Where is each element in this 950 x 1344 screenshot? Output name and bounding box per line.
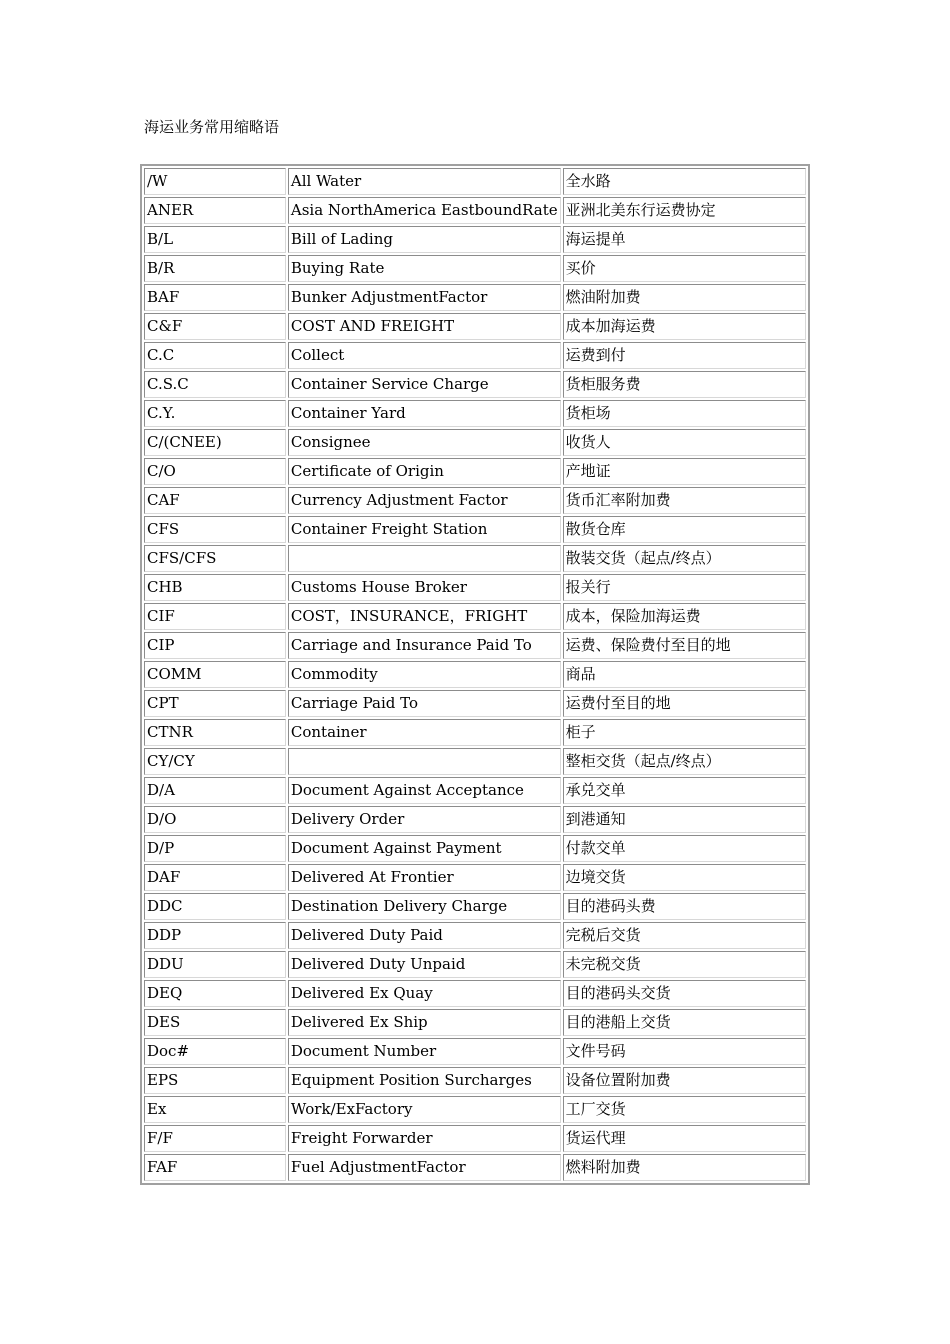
table-row	[144, 1154, 806, 1181]
table-row	[144, 429, 806, 456]
table-row	[144, 690, 806, 717]
chinese-term-cell: 完税后交货	[563, 922, 806, 949]
abbreviation-cell: DEQ	[144, 980, 286, 1007]
abbreviation-table	[140, 164, 810, 1185]
chinese-term-cell: 货柜场	[563, 400, 806, 427]
abbreviation-cell: B/L	[144, 226, 286, 253]
page-title: 海运业务常用缩略语	[144, 118, 280, 136]
table-row	[144, 516, 806, 543]
table-row	[144, 487, 806, 514]
chinese-term-cell: 运费到付	[563, 342, 806, 369]
chinese-term-cell: 运费、保险费付至目的地	[563, 632, 806, 659]
chinese-term-cell: 柜子	[563, 719, 806, 746]
english-term-cell: Carriage Paid To	[288, 690, 561, 717]
english-term-cell	[288, 748, 561, 775]
abbreviation-cell: CAF	[144, 487, 286, 514]
abbreviation-cell: Ex	[144, 1096, 286, 1123]
english-term-cell: Container Service Charge	[288, 371, 561, 398]
table-row	[144, 458, 806, 485]
english-term-cell: Freight Forwarder	[288, 1125, 561, 1152]
chinese-term-cell: 未完税交货	[563, 951, 806, 978]
abbreviation-cell: F/F	[144, 1125, 286, 1152]
abbreviation-cell: CHB	[144, 574, 286, 601]
chinese-term-cell: 货币汇率附加费	[563, 487, 806, 514]
english-term-cell: Certificate of Origin	[288, 458, 561, 485]
chinese-term-cell: 亚洲北美东行运费协定	[563, 197, 806, 224]
chinese-term-cell: 燃油附加费	[563, 284, 806, 311]
table-row	[144, 1067, 806, 1094]
english-term-cell: Delivered Duty Unpaid	[288, 951, 561, 978]
abbreviation-cell: B/R	[144, 255, 286, 282]
english-term-cell: Container Freight Station	[288, 516, 561, 543]
abbreviation-cell: CFS/CFS	[144, 545, 286, 572]
abbreviation-cell: CIP	[144, 632, 286, 659]
chinese-term-cell: 运费付至目的地	[563, 690, 806, 717]
table-row	[144, 922, 806, 949]
table-row	[144, 980, 806, 1007]
chinese-term-cell: 到港通知	[563, 806, 806, 833]
table-row	[144, 661, 806, 688]
english-term-cell: All Water	[288, 168, 561, 195]
abbreviation-cell: CIF	[144, 603, 286, 630]
english-term-cell: Currency Adjustment Factor	[288, 487, 561, 514]
abbreviation-cell: DES	[144, 1009, 286, 1036]
english-term-cell: Commodity	[288, 661, 561, 688]
chinese-term-cell: 收货人	[563, 429, 806, 456]
table-row	[144, 371, 806, 398]
chinese-term-cell: 货柜服务费	[563, 371, 806, 398]
table-row	[144, 197, 806, 224]
chinese-term-cell: 报关行	[563, 574, 806, 601]
table-row	[144, 806, 806, 833]
table-row	[144, 951, 806, 978]
abbreviation-cell: C/(CNEE)	[144, 429, 286, 456]
abbreviation-cell: CTNR	[144, 719, 286, 746]
english-term-cell	[288, 545, 561, 572]
table-row	[144, 719, 806, 746]
abbreviation-cell: CY/CY	[144, 748, 286, 775]
abbreviation-cell: C.Y.	[144, 400, 286, 427]
english-term-cell: Destination Delivery Charge	[288, 893, 561, 920]
table-row	[144, 1125, 806, 1152]
chinese-term-cell: 边境交货	[563, 864, 806, 891]
english-term-cell: Fuel AdjustmentFactor	[288, 1154, 561, 1181]
table-row	[144, 313, 806, 340]
table-row	[144, 777, 806, 804]
english-term-cell: Consignee	[288, 429, 561, 456]
table-row	[144, 1096, 806, 1123]
table-row	[144, 342, 806, 369]
abbreviation-cell: COMM	[144, 661, 286, 688]
chinese-term-cell: 成本，保险加海运费	[563, 603, 806, 630]
abbreviation-cell: ANER	[144, 197, 286, 224]
table-row	[144, 168, 806, 195]
table-row	[144, 864, 806, 891]
chinese-term-cell: 目的港船上交货	[563, 1009, 806, 1036]
english-term-cell: COST AND FREIGHT	[288, 313, 561, 340]
table-row	[144, 603, 806, 630]
english-term-cell: Customs House Broker	[288, 574, 561, 601]
english-term-cell: Document Number	[288, 1038, 561, 1065]
abbreviation-cell: BAF	[144, 284, 286, 311]
english-term-cell: Bunker AdjustmentFactor	[288, 284, 561, 311]
abbreviation-cell: DDP	[144, 922, 286, 949]
table-row	[144, 632, 806, 659]
chinese-term-cell: 商品	[563, 661, 806, 688]
chinese-term-cell: 目的港码头交货	[563, 980, 806, 1007]
chinese-term-cell: 设备位置附加费	[563, 1067, 806, 1094]
english-term-cell: Document Against Payment	[288, 835, 561, 862]
table-row	[144, 255, 806, 282]
abbreviation-cell: C&F	[144, 313, 286, 340]
english-term-cell: Container	[288, 719, 561, 746]
abbreviation-cell: CPT	[144, 690, 286, 717]
english-term-cell: Carriage and Insurance Paid To	[288, 632, 561, 659]
chinese-term-cell: 承兑交单	[563, 777, 806, 804]
english-term-cell: Delivered Ex Ship	[288, 1009, 561, 1036]
abbreviation-table-body	[144, 168, 806, 1181]
abbreviation-cell: D/P	[144, 835, 286, 862]
chinese-term-cell: 工厂交货	[563, 1096, 806, 1123]
abbreviation-cell: DDU	[144, 951, 286, 978]
abbreviation-cell: CFS	[144, 516, 286, 543]
table-row	[144, 748, 806, 775]
abbreviation-cell: C/O	[144, 458, 286, 485]
abbreviation-cell: EPS	[144, 1067, 286, 1094]
abbreviation-cell: D/O	[144, 806, 286, 833]
table-row	[144, 1009, 806, 1036]
english-term-cell: Bill of Lading	[288, 226, 561, 253]
english-term-cell: Work/ExFactory	[288, 1096, 561, 1123]
english-term-cell: Asia NorthAmerica EastboundRate	[288, 197, 561, 224]
table-row	[144, 284, 806, 311]
chinese-term-cell: 散货仓库	[563, 516, 806, 543]
table-row	[144, 1038, 806, 1065]
abbreviation-cell: C.C	[144, 342, 286, 369]
english-term-cell: COST，INSURANCE，FRIGHT	[288, 603, 561, 630]
abbreviation-cell: FAF	[144, 1154, 286, 1181]
chinese-term-cell: 货运代理	[563, 1125, 806, 1152]
chinese-term-cell: 产地证	[563, 458, 806, 485]
chinese-term-cell: 燃料附加费	[563, 1154, 806, 1181]
table-row	[144, 400, 806, 427]
abbreviation-cell: DDC	[144, 893, 286, 920]
chinese-term-cell: 付款交单	[563, 835, 806, 862]
english-term-cell: Collect	[288, 342, 561, 369]
english-term-cell: Equipment Position Surcharges	[288, 1067, 561, 1094]
abbreviation-cell: /W	[144, 168, 286, 195]
table-row	[144, 574, 806, 601]
english-term-cell: Document Against Acceptance	[288, 777, 561, 804]
abbreviation-cell: D/A	[144, 777, 286, 804]
english-term-cell: Delivered Duty Paid	[288, 922, 561, 949]
english-term-cell: Buying Rate	[288, 255, 561, 282]
table-row	[144, 226, 806, 253]
english-term-cell: Delivered Ex Quay	[288, 980, 561, 1007]
table-row	[144, 545, 806, 572]
english-term-cell: Delivery Order	[288, 806, 561, 833]
table-row	[144, 893, 806, 920]
chinese-term-cell: 文件号码	[563, 1038, 806, 1065]
chinese-term-cell: 目的港码头费	[563, 893, 806, 920]
abbreviation-cell: DAF	[144, 864, 286, 891]
abbreviation-cell: C.S.C	[144, 371, 286, 398]
chinese-term-cell: 整柜交货（起点/终点）	[563, 748, 806, 775]
chinese-term-cell: 海运提单	[563, 226, 806, 253]
table-row	[144, 835, 806, 862]
english-term-cell: Container Yard	[288, 400, 561, 427]
abbreviation-cell: Doc#	[144, 1038, 286, 1065]
chinese-term-cell: 成本加海运费	[563, 313, 806, 340]
english-term-cell: Delivered At Frontier	[288, 864, 561, 891]
chinese-term-cell: 全水路	[563, 168, 806, 195]
chinese-term-cell: 买价	[563, 255, 806, 282]
chinese-term-cell: 散装交货（起点/终点）	[563, 545, 806, 572]
